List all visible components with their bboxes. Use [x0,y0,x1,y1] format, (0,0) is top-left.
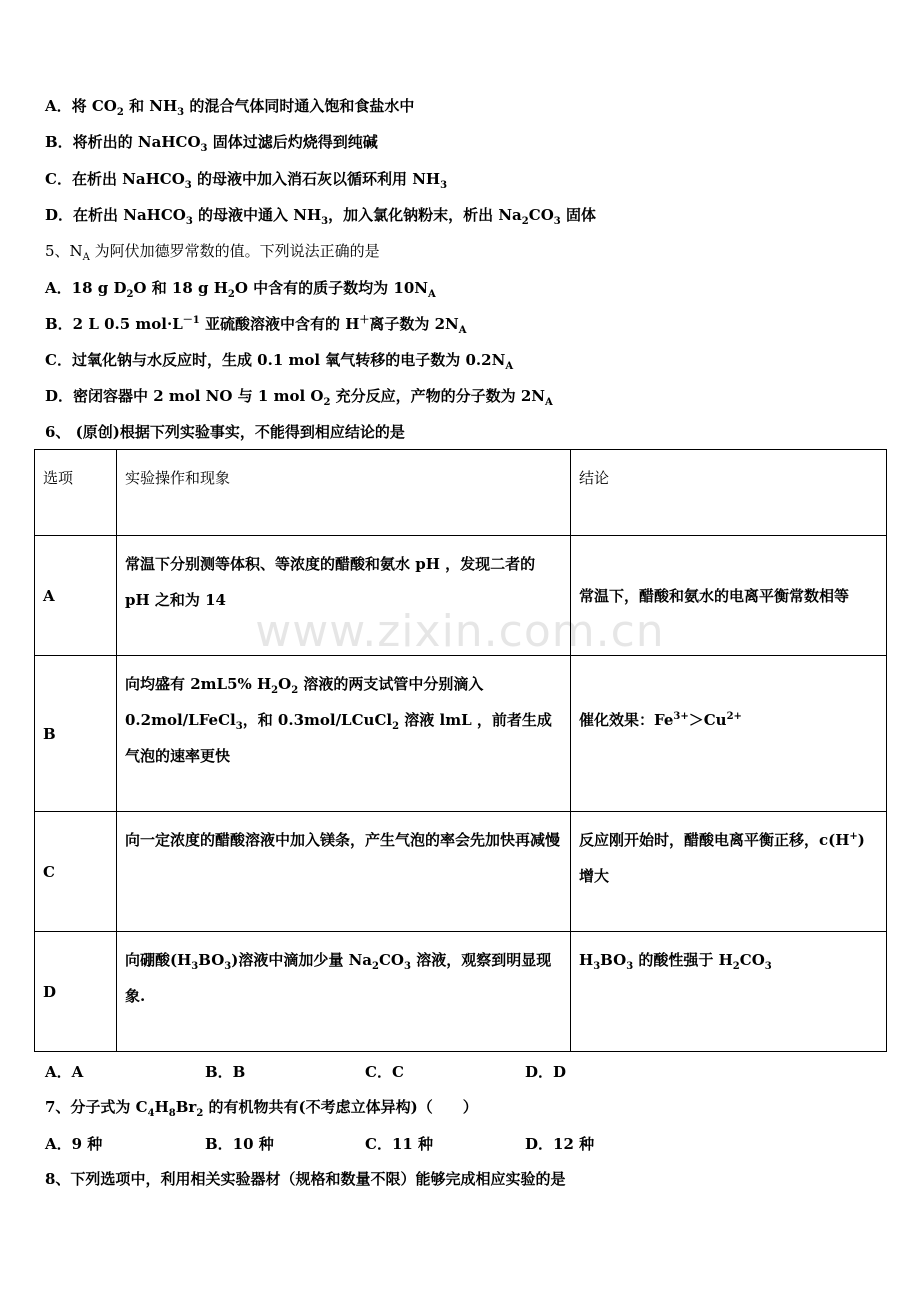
row-label: C [35,812,117,932]
row-conclusion: 常温下，醋酸和氨水的电离平衡常数相等 [571,536,887,656]
q4-option-d: D．在析出 NaHCO$_3$ 的母液中通入 $NH_3$，加入氯化钠粉末，析出 $Na_2CO_3$ 固体 [45,206,596,227]
q6-answer-choices [45,1061,745,1081]
q7-choice-d: D．12 种 [525,1135,595,1153]
header-conclusion: 结论 [571,450,887,536]
row-operation: 向硼酸$(H_3BO_3)$溶液中滴加少量 $Na_2CO_3$ 溶液，观察到明显现象. [117,932,571,1052]
table-row [35,536,887,656]
q8-stem: 8、下列选项中，利用相关实验器材（规格和数量不限）能够完成相应实验的是 [45,1170,566,1188]
row-operation: 向一定浓度的醋酸溶液中加入镁条，产生气泡的率会先加快再减慢 [117,812,571,932]
q7-choice-a: A．9 种 [45,1135,103,1153]
row-operation: 向均盛有 2mL5% $H_2O_2$ 溶液的两支试管中分别滴入 0.2mol/LFeCl$_3$，和 0.3mol/LCuCl$_2$ 溶液 lmL ，前者生成气泡的速率更快 [117,656,571,812]
header-operation: 实验操作和现象 [117,450,571,536]
q6-choice-c: C．C [365,1063,404,1081]
experiment-table [34,449,887,1052]
table-row [35,656,887,812]
table-row [35,812,887,932]
q5-option-a: A．18 g $D_2O$ 和 18 g $H_2O$ 中含有的质子数均为 $10N_A$ [45,279,436,300]
q4-option-b: B．将析出的 NaHCO$_3$ 固体过滤后灼烧得到纯碱 [45,133,378,154]
q6-choice-b: B．B [205,1063,246,1081]
q7-choice-c: C．11 种 [365,1135,434,1153]
q7-stem: 7、分子式为 $C_4H_8Br_2$ 的有机物共有(不考虑立体异构)（ ） [45,1098,478,1119]
row-label: D [35,932,117,1052]
table-header-row [35,450,887,536]
q5-option-d: D．密闭容器中 2 mol NO 与 1 mol $O_2$ 充分反应，产物的分子数为 $2N_A$ [45,387,553,408]
q4-option-a: A．将 $CO_2$ 和 $NH_3$ 的混合气体同时通入饱和食盐水中 [45,97,415,118]
row-label: B [35,656,117,812]
q4-option-c: C．在析出 NaHCO$_3$ 的母液中加入消石灰以循环利用 $NH_3$ [45,170,448,191]
table-row [35,932,887,1052]
row-conclusion: 反应刚开始时，醋酸电离平衡正移，c(H+) 增大 [571,812,887,932]
row-conclusion: $H_3BO_3$ 的酸性强于 $H_2CO_3$ [571,932,887,1052]
q5-option-b: B．2 L 0.5 $mol\cdot L^{-1}$ 亚硫酸溶液中含有的 H＋离子数为 $2N_A$ [45,315,467,336]
q7-choice-b: B．10 种 [205,1135,274,1153]
q6-choice-a: A．A [45,1063,84,1081]
q6-choice-d: D．D [525,1063,567,1081]
q5-option-c: C．过氧化钠与水反应时，生成 0.1 mol 氧气转移的电子数为 $0.2N_A$ [45,351,514,372]
row-label: A [35,536,117,656]
row-conclusion: 催化效果：$Fe^{3+}>Cu^{2+}$ [571,656,887,812]
q7-answer-choices [45,1133,745,1153]
row-operation: 常温下分别测等体积、等浓度的醋酸和氨水 pH ，发现二者的 pH 之和为 14 [117,536,571,656]
watermark: www.zixin.com.cn [255,606,665,657]
q6-stem: 6、 (原创)根据下列实验事实，不能得到相应结论的是 [45,423,405,441]
header-option: 选项 [35,450,117,536]
q5-stem: 5、$N_A$ 为阿伏加德罗常数的值。下列说法正确的是 [45,242,380,263]
